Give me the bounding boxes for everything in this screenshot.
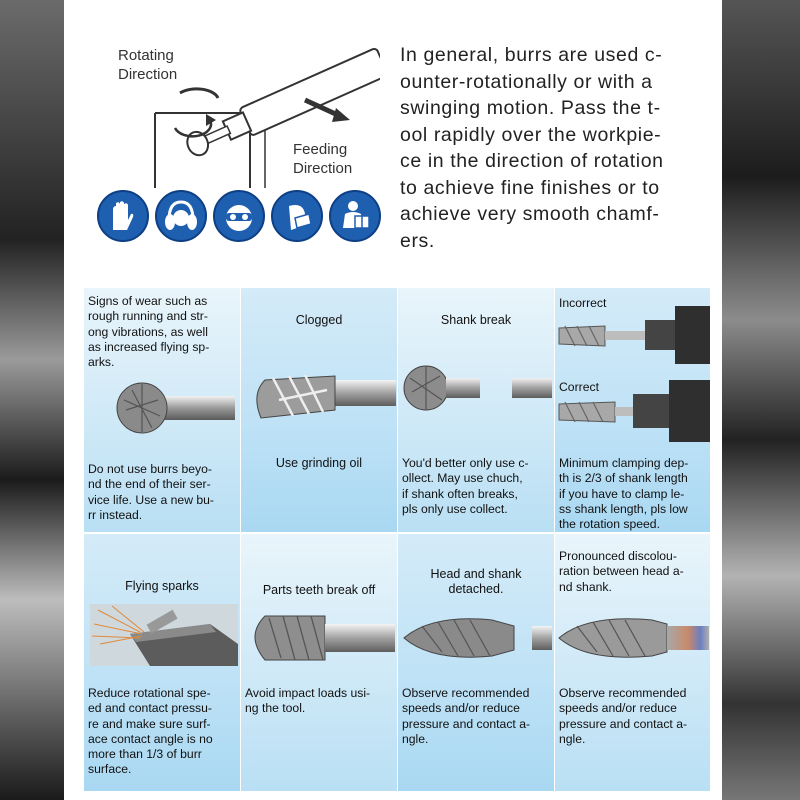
discoloured-burr-image <box>557 610 709 666</box>
intro-line: ers. <box>400 229 435 252</box>
case-discolouration <box>555 534 711 793</box>
rotating-label-line-2: Direction <box>118 66 178 83</box>
case-title: Clogged <box>295 313 343 327</box>
gloves-icon <box>97 190 149 242</box>
clogged-burr-image <box>243 360 396 430</box>
rotation-feed-diagram <box>100 38 380 188</box>
case-clamping-depth <box>555 288 711 534</box>
case-top-text: Signs of wear such as rough running and str- ong vibrations, as well as increased flying sp- arks. <box>88 294 210 370</box>
worn-ball-burr-image <box>112 380 237 435</box>
case-bottom-text: You'd better only use c- ollect. May use chuch, if shank often breaks, pls only use collect. <box>402 456 529 516</box>
wear-cases-grid <box>84 288 711 793</box>
case-bottom-text: Observe recommended speeds and/or reduce pressure and contact a- ngle. <box>402 686 531 746</box>
case-bottom-text: Use grinding oil <box>275 456 363 470</box>
read-manual-icon <box>329 190 381 242</box>
case-title: Head and shank detached. <box>430 567 522 596</box>
ear-protection-icon <box>155 190 207 242</box>
intro-line: ce in the direction of rotation <box>400 150 664 172</box>
correct-label: Correct <box>559 380 599 394</box>
dust-mask-icon <box>271 190 323 242</box>
feeding-label-line-2: Direction <box>293 160 353 177</box>
ppe-icon-row <box>97 190 379 242</box>
intro-line: ounter-rotationally or with a <box>400 70 653 93</box>
flying-sparks-image <box>90 604 238 666</box>
case-clogged <box>241 288 398 534</box>
incorrect-label: Incorrect <box>559 296 607 310</box>
intro-paragraph <box>400 42 718 254</box>
intro-line: achieve very smooth chamf- <box>400 203 660 225</box>
intro-line: swinging motion. Pass the t- <box>400 97 661 119</box>
case-title: Parts teeth break off <box>262 583 376 597</box>
case-bottom-text: Minimum clamping dep- th is 2/3 of shank length if you have to clamp le- ss shank length, pls low the rotation speed. <box>559 456 689 532</box>
case-bottom-text: Do not use burrs beyo- nd the end of their ser- vice life. Use a new bu- rr instead. <box>88 462 214 522</box>
case-bottom-text: Reduce rotational spe- ed and contact pressu- re and make sure surf- ace contact angle is no more than 1/3 of burr surface. <box>88 686 213 777</box>
intro-line: ool rapidly over the workpie- <box>400 123 662 146</box>
case-shank-break <box>398 288 555 534</box>
case-teeth-break-off <box>241 534 398 793</box>
detached-head-burr-image <box>402 612 552 664</box>
rotating-direction-label <box>118 46 177 84</box>
case-bottom-text: Avoid impact loads usi- ng the tool. <box>245 686 371 716</box>
case-wear-signs <box>84 288 241 534</box>
broken-teeth-burr-image <box>245 606 395 666</box>
case-title: Shank break <box>440 313 512 327</box>
case-title: Pronounced discolou- ration between head a- nd shank. <box>559 549 684 594</box>
intro-line: In general, burrs are used c- <box>400 44 663 66</box>
intro-line: to achieve fine finishes or to <box>400 176 660 199</box>
case-head-shank-detached <box>398 534 555 793</box>
feeding-label-line-1: Feeding <box>293 141 348 158</box>
case-title: Flying sparks <box>125 579 199 593</box>
background-right-photo <box>722 0 800 800</box>
feeding-direction-label <box>293 140 352 178</box>
case-flying-sparks <box>84 534 241 793</box>
safety-glasses-icon <box>213 190 265 242</box>
correct-clamp-image <box>555 376 711 446</box>
background-left-photo <box>0 0 64 800</box>
case-bottom-text: Observe recommended speeds and/or reduce pressure and contact a- ngle. <box>559 686 688 746</box>
broken-shank-burr-image <box>402 360 552 420</box>
incorrect-clamp-image <box>555 298 711 373</box>
rotating-label-line-1: Rotating <box>118 47 174 64</box>
